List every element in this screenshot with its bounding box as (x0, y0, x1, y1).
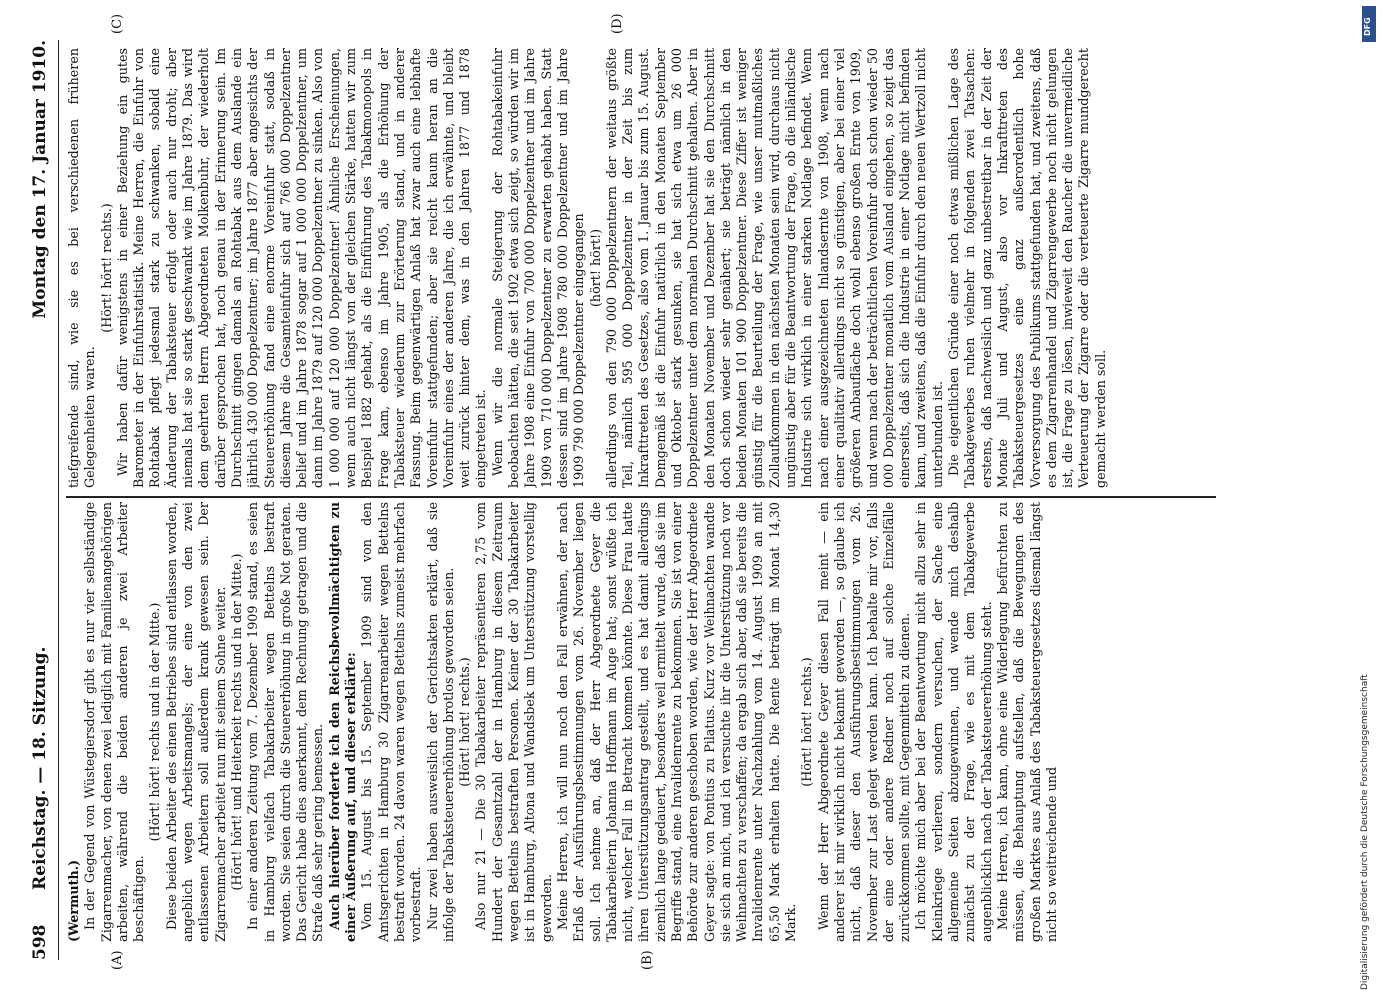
margin-marker-c: (C) (110, 13, 125, 34)
interjection: (Hört! hört! und Heiterkeit rechts und in der Mitte.) (228, 553, 244, 891)
paragraph: Wir haben dafür wenigstens in einer Beziehung ein gutes Barometer in der Einfuhrstatistik. Meine Herren, die Einfuhr von Rohtabak pflegt jedesmal stark zu schwanken, sobald eine Änderung der Tabaksteuer erfolgt oder auch nur droht; aber niemals hat sie so stark geschwankt wie im Jahre 1879. Das wird dem geehrten Herrn Abgeordneten Molkenbuhr, der wiederholt darüber gesprochen hat, noch genau in der Erinnerung sein. Im Durchschnitt gingen damals an Rohtabak aus dem Auslande ein jährlich 430 000 Doppelzentner; im Jahre 1877 aber angesichts der Steuererhöhung fand eine enorme Voreinfuhr statt, sodaß in diesem Jahre die Gesamteinfuhr sich auf 766 000 Doppelzentner belief und im Jahre 1878 sogar auf 1 000 000 Doppelzentner, um dann im Jahre 1879 auf 120 000 Doppelzentner zu sinken. Also von 1 000 000 auf 120 000 Doppelzentner! Ähnliche Erscheinungen, wenn auch nicht längst von der gleichen Stärke, hatten wir zum Beispiel 1882 gehabt, als die Einführung des Tabakmonopols in Frage kam, ebenso im Jahre 1905, als die Erhöhung der Tabaksteuer wiederum zur Erörterung stand, und in anderer Fassung. Beim gegenwärtigen Anlaß hat zwar auch eine lebhafte Voreinfuhr stattgefunden; aber sie reicht kaum heran an die Voreinfuhr eines der anderen Jahre, die ich erwähnte, und bleibt weit zurück hinter dem, was in den Jahren 1877 und 1878 eingetreten ist. (114, 48, 489, 488)
header-date: Montag den 17. Januar 1910. (30, 40, 50, 319)
paragraph: Ich möchte mich aber bei der Beantwortung nicht allzu sehr in Kleinkriege verlieren, sondern versuchen, der Sache eine allgemeine Seiten abzugewinnen, und wende mich deshalb zunächst zu der Frage, wie es mit dem Tabakgewerbe augenblicklich nach der Tabaksteuererhöhung steht. (913, 502, 994, 942)
dfg-logo (1362, 6, 1376, 42)
interjection: (Hört! hört! rechts.) (98, 203, 114, 333)
column-divider (66, 496, 1216, 498)
paragraph: Wenn der Herr Abgeordnete Geyer diesen Fall meint — ein anderer ist mir wirklich nicht bekannt geworden —, so glaube ich nicht, daß dieser den Ausführungsbestimmungen vom 26. November zur Last gelegt werden kann. Ich behalte mir vor, falls der eine oder andere Redner noch auf solche Einzelfälle zurückkommen sollte, mit Gegenmitteln zu dienen. (815, 502, 913, 942)
interjection: (Hört! hört! rechts und in der Mitte.) (147, 602, 163, 842)
digitization-credit-text: Digitalisierung gefördert durch die Deutsche Forschungsgemeinschaft (1360, 674, 1370, 990)
interjection: (Hört! hört! rechts.) (457, 657, 473, 787)
margin-marker-b: (B) (640, 950, 655, 970)
quoted-paragraph: Vom 15. August bis 15. September 1909 sind von den Amtsgerichten in Hamburg 30 Zigarrenarbeiter wegen Bettelns bestraft worden. 24 davon waren wegen Bettelns zumeist mehrfach vorbestraft. (359, 502, 424, 942)
digitization-credit (1360, 10, 1370, 990)
paragraph: Meine Herren, ich will nun noch den Fall erwähnen, der nach Erlaß der Ausführungsbestimmungen vom 26. November liegen soll. Ich nehme an, daß der Herr Abgeordnete Geyer die Tabakarbeiterin Johanna Hoffmann im Auge hat; sonst wüßte ich nicht, welcher Fall in Betracht kommen könnte. Diese Frau hatte ihren Unterstützungsantrag gestellt, und es hat damit allerdings ziemlich lange gedauert, besonders weil ermittelt wurde, daß sie im Begriffe stand, eine Invalidenrente zu bekommen. Sie ist von einer Behörde zur anderen geschoben worden, wie der Herr Abgeordnete Geyer sagte: von Pontius zu Pilatus. Kurz vor Weihnachten wandte sie sich an mich, und ich versuchte ihr die Unterstützung noch vor Weihnachten zu verschaffen; da ergab sich aber, daß sie bereits die Invalidenrente unter Nachzahlung vom 14. August 1909 an mit 65,50 Mark erhalten hatte. Die Rente beträgt im Monat 14,30 Mark. (554, 502, 799, 942)
paragraph: Wenn wir die normale Steigerung der Rohtabakeinfuhr beobachten hätten, die seit 1902 etwa sich zeigt, so würden wir im Jahre 1908 eine Einfuhr von 700 000 Doppelzentner und im Jahre 1909 von 710 000 Doppelzentner zu erwarten gehabt haben. Statt dessen sind im Jahre 1908 780 000 Doppelzentner und im Jahre 1909 790 000 Doppelzentner eingegangen (489, 48, 587, 488)
paragraph: In einer anderen Zeitung vom 7. Dezember 1909 stand, es seien in Hamburg vielfach Tabakarbeiter wegen Bettelns bestraft worden. Sie seien durch die Steuererhöhung in große Not geraten. Das Gericht habe dies anerkannt, dem Rechnung getragen und die Strafe daß sehr gering bemessen. (245, 502, 326, 942)
running-header (26, 40, 56, 960)
margin-marker-d: (D) (610, 13, 625, 34)
paragraph: allerdings von den 790 000 Doppelzentnern der weitaus größte Teil, nämlich 595 000 Doppelzentner in der Zeit bis zum Inkrafttreten des Gesetzes, also vom 1. Januar bis zum 15. August. Demgemäß ist die Einfuhr natürlich in den Monaten September und Oktober stark gesunken, sie hat sich etwa um 26 000 Doppelzentner unter dem normalen Durchschnitt gehalten. Aber in den Monaten November und Dezember hat sie den Durchschnitt doch schon wieder sehr genähert; sie beträgt nämlich in den beiden Monaten 101 900 Doppelzentner. Diese Ziffer ist weniger günstig für die Beurteilung der Frage, wie unser mutmaßliches Zollaufkommen in den nächsten Monaten sein wird, durchaus nicht ungünstig aber für die Beantwortung der Frage, ob die inländische Industrie sich wirklich in einer starken Notlage befindet. Wenn nach einer ausgezeichneten Inlandsernte von 1908, wenn nach einer qualitativ allerdings nicht so günstigen, aber bei einer viel größeren Anbaufläche doch wohl ebenso großen Ernte von 1909, und wenn nach der beträchtlichen Voreinfuhr doch schon wieder 50 000 Doppelzentner monatlich vom Ausland eingehen, so zeigt das einerseits, daß sich die Industrie in einer Notlage nicht befinden kann, und zweitens, daß die Einfuhr durch den neuen Wertzoll nicht unterbunden ist. (603, 48, 945, 488)
paragraph: tiefgreifende sind, wie sie es bei verschiedenen früheren Gelegenheiten waren. (66, 48, 98, 488)
paragraph: Auch hierüber forderte ich den Reichsbevollmächtigten zu einer Äußerung auf, und dieser erklärte: (326, 502, 359, 942)
header-rule (58, 40, 59, 960)
paragraph: In der Gegend von Wüstegiersdorf gibt es nur vier selbständige Zigarrenmacher, von denen zwei lediglich mit Familienangehörigen arbeiten, während die beiden anderen je zwei Arbeiter beschäftigen. (82, 502, 147, 942)
interjection: (Hört! hört! rechts.) (799, 657, 815, 787)
paragraph: Meine Herren, ich kann, ohne eine Widerlegung befürchten zu müssen, die Behauptung aufstellen, daß die Bewegungen des großen Marktes aus Anlaß des Tabaksteuergesetzes diesmal längst nicht so weitreichende und (994, 502, 1059, 942)
paragraph: Diese beiden Arbeiter des einen Betriebes sind entlassen worden, angeblich wegen Arbeitsmangels; der eine von den zwei entlassenen Arbeitern soll außerdem krank gewesen sein. Der Zigarrenmacher arbeitet nun mit seinem Sohne weiter. (163, 502, 228, 942)
page-number: 598 (30, 924, 50, 960)
paragraph: Nur zwei haben ausweislich der Gerichtsakten erklärt, daß sie infolge der Tabaksteuererhöhung brotlos geworden seien. (424, 502, 456, 942)
header-session-title: Reichstag. — 18. Sitzung. (30, 646, 50, 890)
speaker-note: (Wermuth.) (66, 859, 81, 942)
dfg-logo-text: DFG (1363, 17, 1372, 36)
paragraph: Also nur 21 — Die 30 Tabakarbeiter repräsentieren 2,75 vom Hundert der Gesamtzahl der in Hamburg in diesem Zeitraum wegen Bettelns bestraften Personen. Keiner der 30 Tabakarbeiter ist in Hamburg, Altona und Wandsbek um Unterstützung vorstellig geworden. (473, 502, 554, 942)
interjection: (hört! hört!) (587, 228, 603, 308)
margin-marker-a: (A) (110, 950, 125, 970)
left-text-column (66, 502, 1216, 942)
paragraph: Die eigentlichen Gründe einer noch etwas mißlichen Lage des Tabakgewerbes ruhen vielmehr in folgenden zwei Tatsachen: erstens, daß nachweislich und ganz unbestreitbar in der Zeit der Monate Juli und August, also vor Inkrafttreten des Tabaksteuergesetzes eine ganz außerordentlich hohe Vorversorgung des Publikums stattgefunden hat, und zweitens, daß es dem Zigarrenhandel und Zigarrengewerbe noch nicht gelungen ist, die Frage zu lösen, inwieweit den Raucher die unvermeidliche Verteuerung der Zigarre oder die verteuerte Zigarre mundgerecht gemacht werden soll. (946, 48, 1108, 488)
right-text-column (66, 48, 1216, 488)
